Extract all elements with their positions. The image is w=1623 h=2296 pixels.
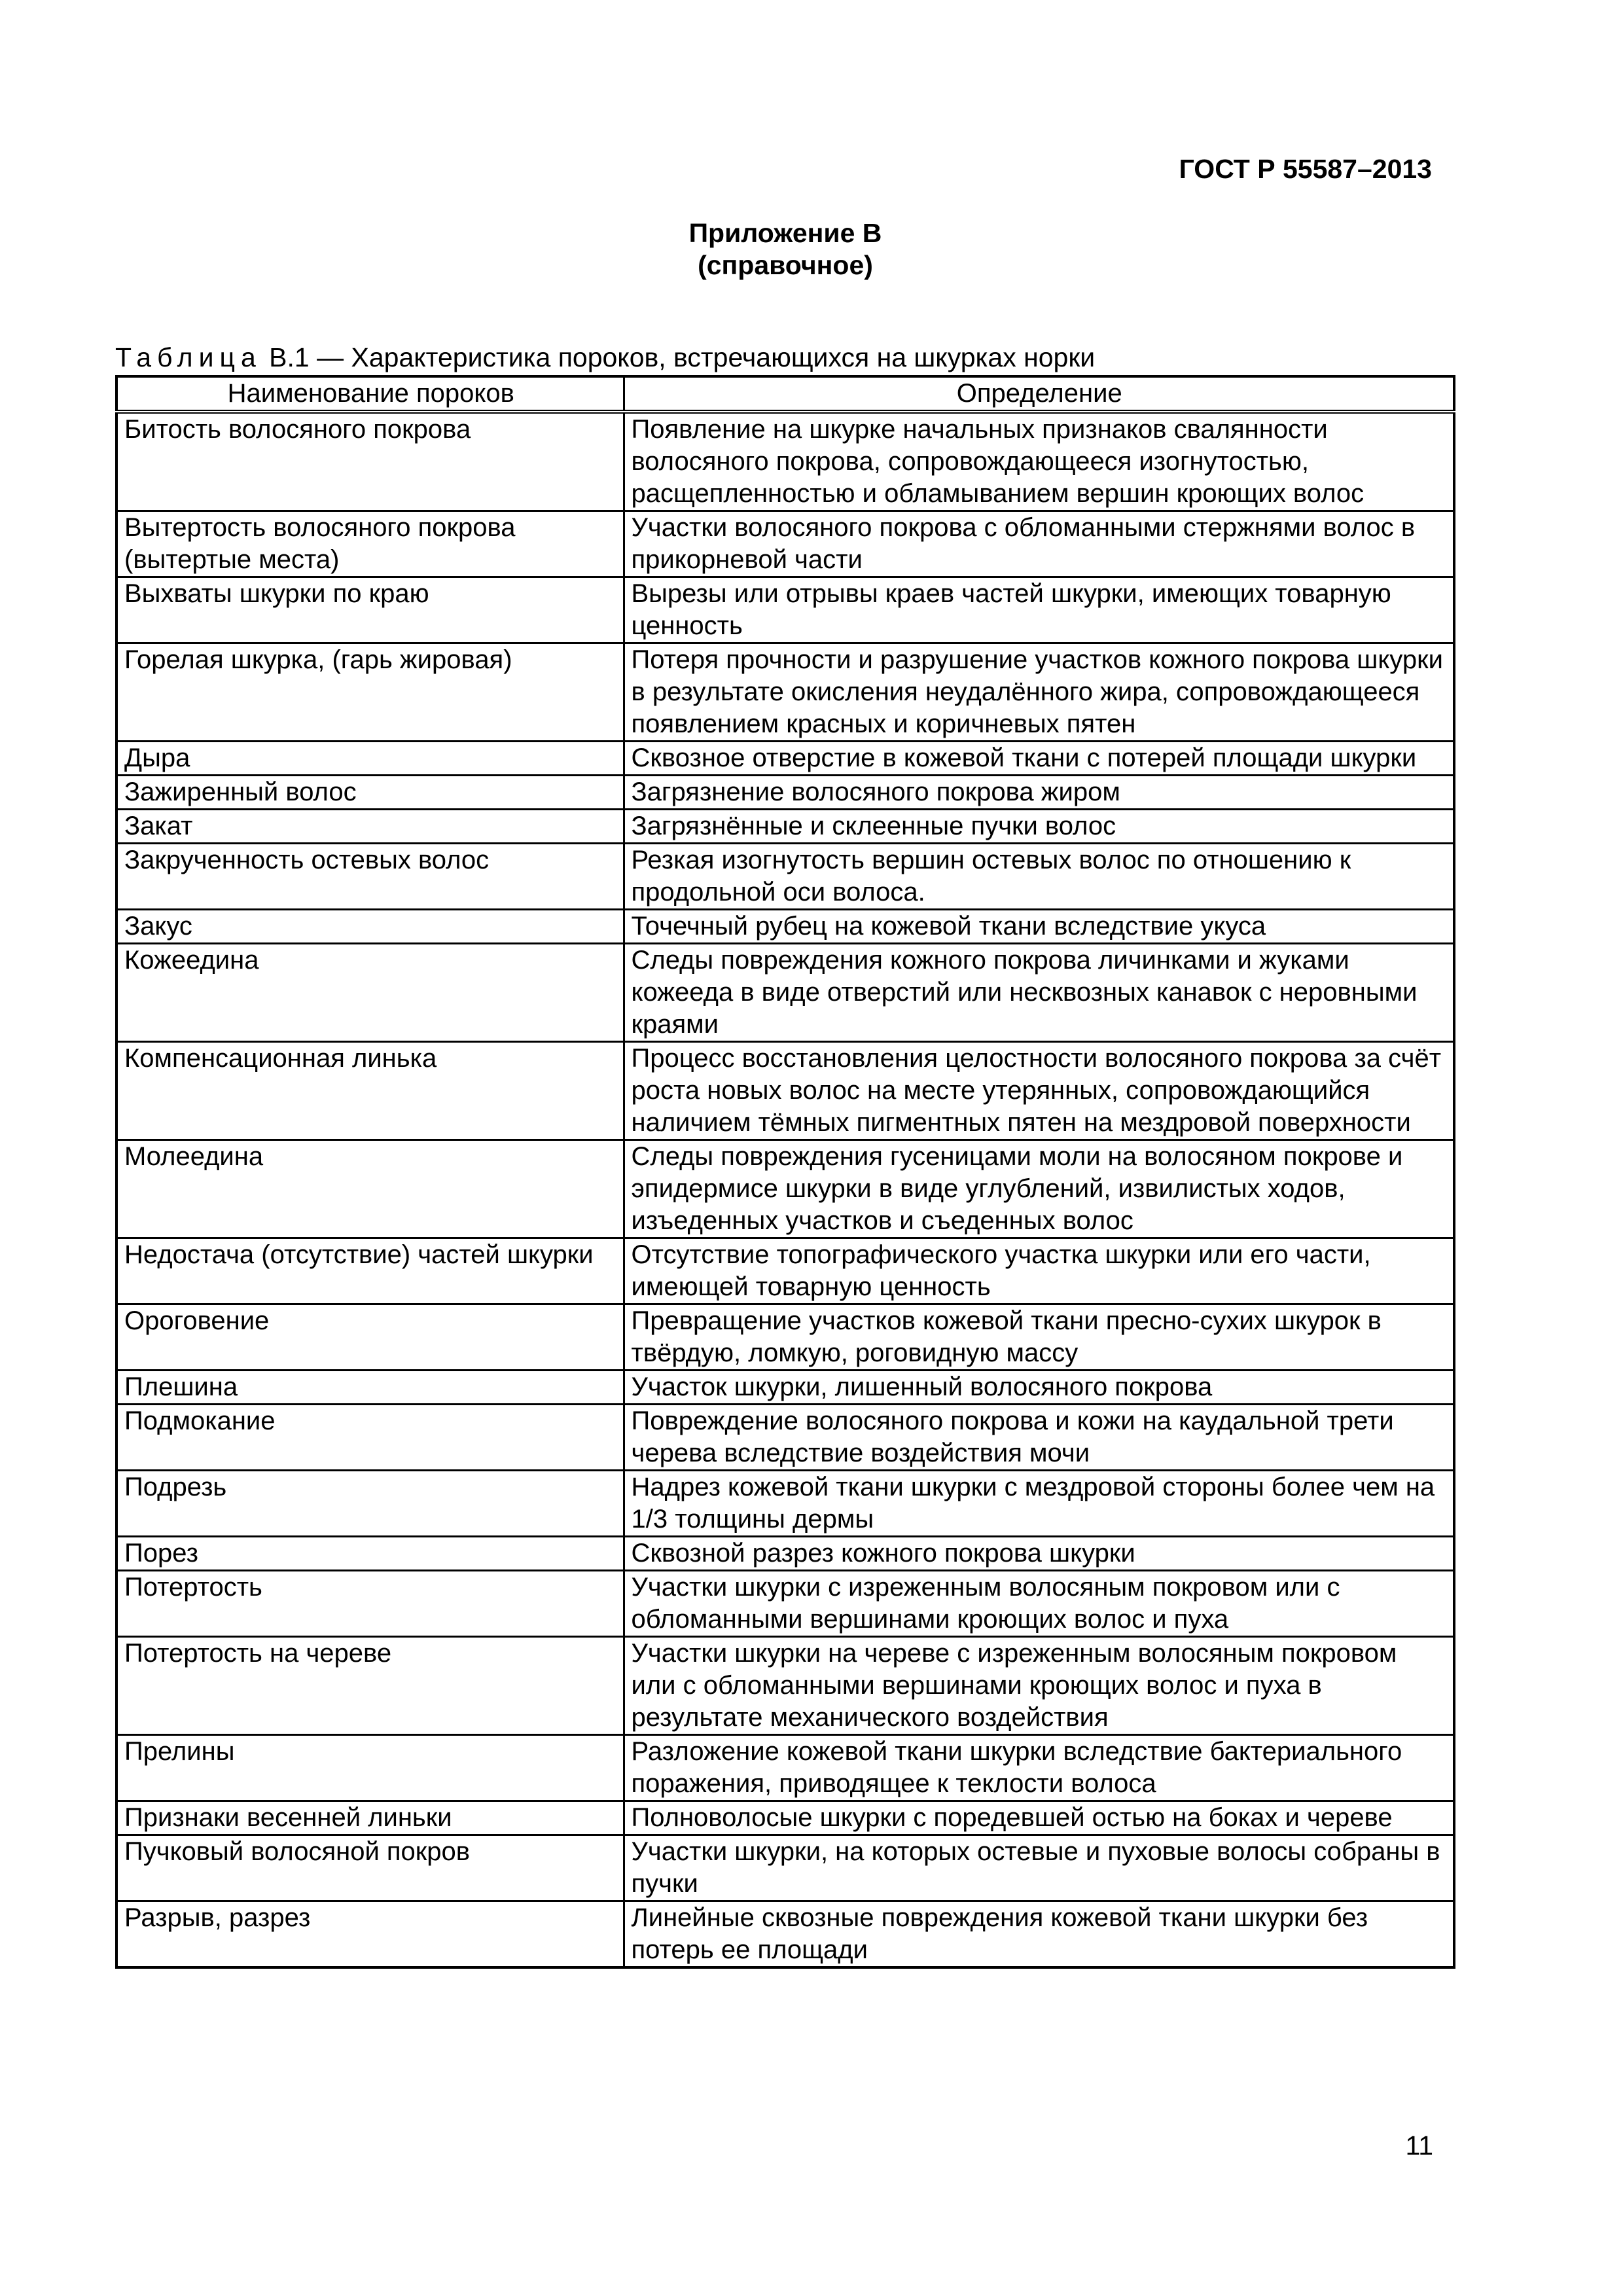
document-header: ГОСТ Р 55587–2013 — [1179, 154, 1432, 184]
table-row — [116, 1901, 1454, 1968]
defect-definition-cell: Сквозной разрез кожного покрова шкурки — [624, 1537, 1454, 1571]
table-row — [116, 577, 1454, 643]
table-row — [116, 742, 1454, 776]
defect-name-cell: Выхваты шкурки по краю — [116, 577, 624, 643]
defect-definition-cell: Участок шкурки, лишенный волосяного покрова — [624, 1371, 1454, 1405]
defect-definition-cell: Отсутствие топографического участка шкурки или его части, имеющей товарную ценность — [624, 1238, 1454, 1304]
table-row — [116, 1835, 1454, 1901]
page-number: 11 — [1405, 2130, 1433, 2161]
table-row — [116, 1637, 1454, 1735]
defect-definition-cell: Следы повреждения гусеницами моли на волосяном покрове и эпидермисе шкурки в виде углублений, извилистых ходов, изъеденных участков и съеденных волос — [624, 1140, 1454, 1238]
column-header-definition: Определение — [624, 376, 1454, 412]
defect-definition-cell: Участки шкурки с изреженным волосяным покровом или с обломанными вершинами кроющих волос и пуха — [624, 1571, 1454, 1637]
defect-name-cell: Горелая шкурка, (гарь жировая) — [116, 643, 624, 742]
table-row — [116, 1801, 1454, 1835]
defect-name-cell: Закус — [116, 910, 624, 944]
defect-definition-cell: Потеря прочности и разрушение участков кожного покрова шкурки в результате окисления неудалённого жира, сопровождающееся появлением красных и коричневых пятен — [624, 643, 1454, 742]
table-row — [116, 1735, 1454, 1801]
table-row — [116, 910, 1454, 944]
defect-name-cell: Пучковый волосяной покров — [116, 1835, 624, 1901]
defect-name-cell: Подрезь — [116, 1471, 624, 1537]
defect-name-cell: Зажиренный волос — [116, 776, 624, 810]
defect-definition-cell: Надрез кожевой ткани шкурки с мездровой стороны более чем на 1/3 толщины дермы — [624, 1471, 1454, 1537]
table-row — [116, 776, 1454, 810]
defect-definition-cell: Следы повреждения кожного покрова личинками и жуками кожееда в виде отверстий или несквозных канавок с неровными краями — [624, 944, 1454, 1042]
defect-definition-cell: Участки шкурки, на которых остевые и пуховые волосы собраны в пучки — [624, 1835, 1454, 1901]
table-row — [116, 1140, 1454, 1238]
defect-name-cell: Компенсационная линька — [116, 1042, 624, 1140]
defect-name-cell: Закат — [116, 810, 624, 844]
defect-name-cell: Закрученность остевых волос — [116, 844, 624, 910]
table-row — [116, 944, 1454, 1042]
caption-text: — Характеристика пороков, встречающихся на шкурках норки — [309, 342, 1096, 372]
defect-definition-cell: Загрязнённые и склеенные пучки волос — [624, 810, 1454, 844]
defect-definition-cell: Повреждение волосяного покрова и кожи на каудальной трети черева вследствие воздействия мочи — [624, 1405, 1454, 1471]
defect-name-cell: Разрыв, разрез — [116, 1901, 624, 1968]
table-row — [116, 1371, 1454, 1405]
table-row — [116, 1537, 1454, 1571]
caption-prefix: Таблица — [115, 342, 262, 372]
defect-name-cell: Битость волосяного покрова — [116, 412, 624, 511]
defect-definition-cell: Участки волосяного покрова с обломанными стержнями волос в прикорневой части — [624, 511, 1454, 577]
defects-table — [115, 375, 1455, 1969]
defect-name-cell: Недостача (отсутствие) частей шкурки — [116, 1238, 624, 1304]
caption-number: В.1 — [269, 342, 310, 372]
defect-definition-cell: Вырезы или отрывы краев частей шкурки, имеющих товарную ценность — [624, 577, 1454, 643]
defect-name-cell: Прелины — [116, 1735, 624, 1801]
defect-definition-cell: Резкая изогнутость вершин остевых волос по отношению к продольной оси волоса. — [624, 844, 1454, 910]
table-caption — [115, 342, 1095, 374]
defect-name-cell: Вытертость волосяного покрова (вытертые места) — [116, 511, 624, 577]
table-row — [116, 1571, 1454, 1637]
table-row — [116, 511, 1454, 577]
appendix-heading — [0, 217, 1571, 281]
defect-name-cell: Подмокание — [116, 1405, 624, 1471]
defect-name-cell: Потертость на череве — [116, 1637, 624, 1735]
table-row — [116, 412, 1454, 511]
table-row — [116, 1238, 1454, 1304]
table-row — [116, 810, 1454, 844]
defect-definition-cell: Точечный рубец на кожевой ткани вследствие укуса — [624, 910, 1454, 944]
defect-definition-cell: Участки шкурки на череве с изреженным волосяным покровом или с обломанными вершинами кроющих волос и пуха в результате механического воздействия — [624, 1637, 1454, 1735]
appendix-subtitle: (справочное) — [698, 250, 873, 280]
table-row — [116, 1405, 1454, 1471]
defect-name-cell: Молеедина — [116, 1140, 624, 1238]
table-header-row — [116, 376, 1454, 412]
defect-definition-cell: Процесс восстановления целостности волосяного покрова за счёт роста новых волос на месте утерянных, сопровождающийся наличием тёмных пигментных пятен на мездровой поверхности — [624, 1042, 1454, 1140]
table-row — [116, 1042, 1454, 1140]
defect-name-cell: Потертость — [116, 1571, 624, 1637]
defect-definition-cell: Линейные сквозные повреждения кожевой ткани шкурки без потерь ее площади — [624, 1901, 1454, 1968]
defect-name-cell: Плешина — [116, 1371, 624, 1405]
appendix-title: Приложение В — [688, 218, 882, 248]
defect-name-cell: Ороговение — [116, 1304, 624, 1371]
defect-name-cell: Кожеедина — [116, 944, 624, 1042]
defect-definition-cell: Разложение кожевой ткани шкурки вследствие бактериального поражения, приводящее к теклости волоса — [624, 1735, 1454, 1801]
defect-definition-cell: Превращение участков кожевой ткани пресно-сухих шкурок в твёрдую, ломкую, роговидную массу — [624, 1304, 1454, 1371]
table-row — [116, 1304, 1454, 1371]
table-body — [116, 412, 1454, 1967]
defect-name-cell: Порез — [116, 1537, 624, 1571]
column-header-name: Наименование пороков — [116, 376, 624, 412]
defect-name-cell: Дыра — [116, 742, 624, 776]
table-row — [116, 1471, 1454, 1537]
table-row — [116, 844, 1454, 910]
defect-definition-cell: Загрязнение волосяного покрова жиром — [624, 776, 1454, 810]
defect-definition-cell: Сквозное отверстие в кожевой ткани с потерей площади шкурки — [624, 742, 1454, 776]
defect-definition-cell: Появление на шкурке начальных признаков свалянности волосяного покрова, сопровождающееся изогнутостью, расщепленностью и обламыванием вершин кроющих волос — [624, 412, 1454, 511]
table-row — [116, 643, 1454, 742]
defect-name-cell: Признаки весенней линьки — [116, 1801, 624, 1835]
defect-definition-cell: Полноволосые шкурки с поредевшей остью на боках и череве — [624, 1801, 1454, 1835]
